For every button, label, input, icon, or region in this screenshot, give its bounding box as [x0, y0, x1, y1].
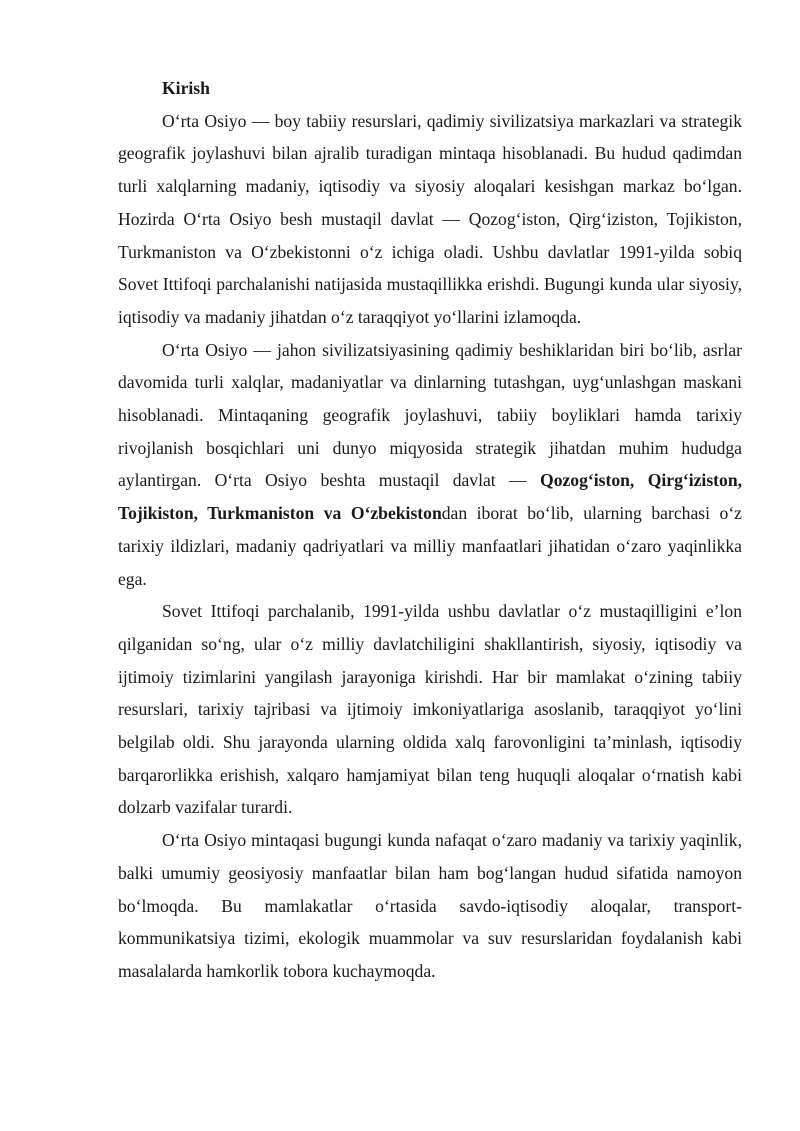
paragraph-1: O‘rta Osiyo — boy tabiiy resurslari, qadimiy sivilizatsiya markazlari va strategik geografik joylashuvi bilan ajralib turadigan mintaqa hisoblanadi. Bu hudud qadimdan turli xalqlarning madaniy, iqtisodiy va siyosiy aloqalari kesishgan markaz bo‘lgan. Hozirda O‘rta Osiyo besh mustaqil davlat — Qozog‘iston, Qirg‘iziston, Tojikiston, Turkmaniston va O‘zbekistonni o‘z ichiga oladi. Ushbu davlatlar 1991-yilda sobiq Sovet Ittifoqi parchalanishi natijasida mustaqillikka erishdi. Bugungi kunda ular siyosiy, iqtisodiy va madaniy jihatdan o‘z taraqqiyot yo‘llarini izlamoqda. [118, 110, 742, 327]
paragraph-3: Sovet Ittifoqi parchalanib, 1991-yilda ushbu davlatlar o‘z mustaqilligini e’lon qilganidan so‘ng, ular o‘z milliy davlatchiligini shakllantirish, siyosiy, iqtisodiy va ijtimoiy tizimlarini yangilash jarayoniga kirishdi. Har bir mamlakat o‘zining tabiiy resurslari, tarixiy tajribasi va ijtimoiy imkoniyatlariga asoslanib, taraqqiyot yo‘lini belgilab oldi. Shu jarayonda ularning oldida xalq farovonligini ta’minlash, iqtisodiy barqarorlikka erishish, xalqaro hamjamiyat bilan teng huquqli aloqalar o‘rnatish kabi dolzarb vazifalar turardi. [118, 601, 742, 818]
paragraph-2-countries-bold: Qozog‘iston, Qirg‘iziston, Tojikiston, Turkmaniston va O‘zbekiston [118, 470, 742, 524]
section-heading: Kirish [162, 78, 210, 98]
paragraph-2-text-before: O‘rta Osiyo — jahon sivilizatsiyasining qadimiy beshiklaridan biri bo‘lib, asrlar davomida turli xalqlar, madaniyatlar va dinlarning tutashgan, uyg‘unlashgan maskani hisoblanadi. Mintaqaning geografik joylashuvi, tabiiy boyliklari hamda tarixiy rivojlanish bosqichlari uni dunyo miqyosida strategik jihatdan muhim hududga aylantirgan. O‘rta Osiyo beshta mustaqil davlat — [118, 339, 742, 491]
paragraph-2-text-after: dan iborat bo‘lib, ularning barchasi o‘z tarixiy ildizlari, madaniy qadriyatlari va milliy manfaatlari jihatidan o‘zaro yaqinlikka ega. [118, 503, 742, 589]
paragraph-2 [118, 334, 742, 596]
paragraph-4: O‘rta Osiyo mintaqasi bugungi kunda nafaqat o‘zaro madaniy va tarixiy yaqinlik, balki umumiy geosiyosiy manfaatlar bilan ham bog‘langan hudud sifatida namoyon bo‘lmoqda. Bu mamlakatlar o‘rtasida savdo-iqtisodiy aloqalar, transport-kommunikatsiya tizimi, ekologik muammolar va suv resurslaridan foydalanish kabi masalalarda hamkorlik tobora kuchaymoqda. [118, 830, 742, 981]
document-page [118, 72, 742, 988]
